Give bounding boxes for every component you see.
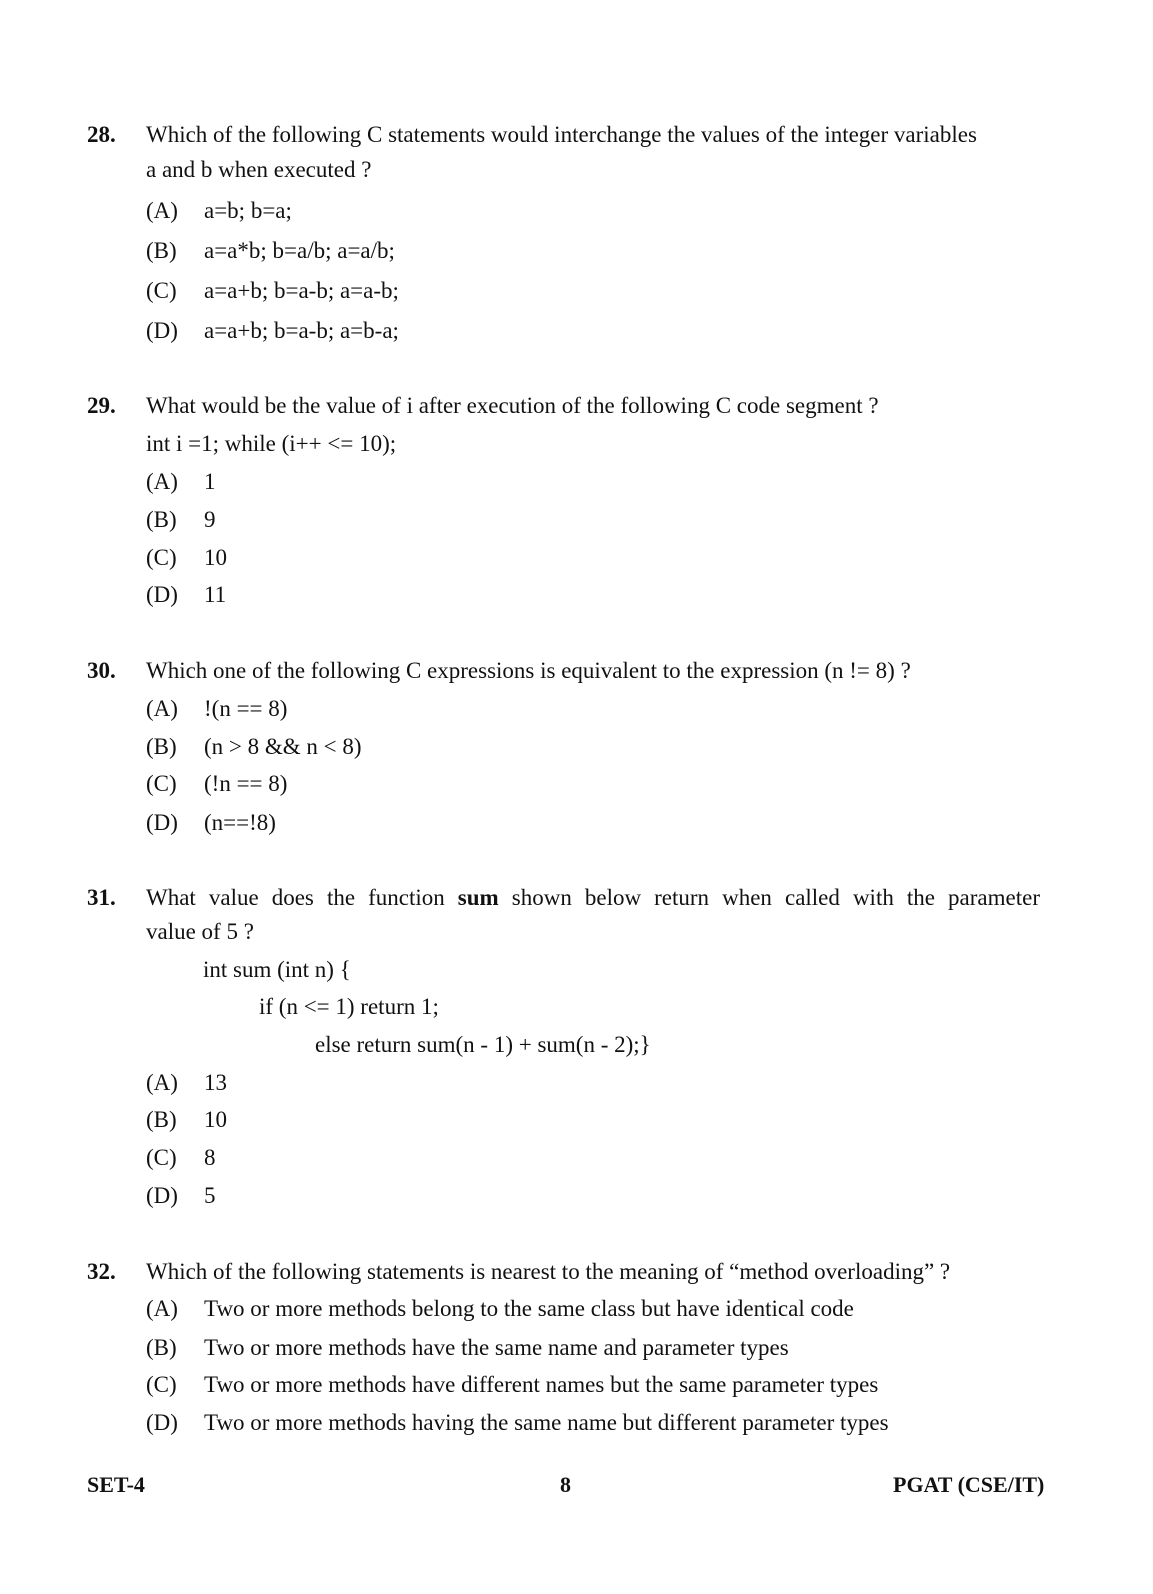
option-c — [146, 274, 399, 308]
option-b — [146, 1331, 789, 1365]
footer-set-code: SET-4 — [87, 1472, 145, 1497]
option-text: (!n == 8) — [204, 771, 288, 796]
option-label: (C) — [146, 278, 177, 303]
option-d — [146, 806, 276, 840]
question-text-line1 — [146, 881, 1040, 915]
option-text: a=a+b; b=a-b; a=b-a; — [204, 318, 399, 343]
question-text-line2: value of 5 ? — [146, 919, 254, 944]
option-b — [146, 1103, 227, 1137]
question-text-line1: Which of the following C statements would interchange the values of the integer variables — [146, 122, 977, 147]
option-text: 13 — [204, 1070, 227, 1095]
question-text-line2: a and b when executed ? — [146, 157, 372, 182]
option-a — [146, 465, 216, 499]
option-text: (n > 8 && n < 8) — [204, 734, 362, 759]
code-line-2: if (n <= 1) return 1; — [259, 994, 439, 1019]
option-text: a=a+b; b=a-b; a=a-b; — [204, 278, 399, 303]
footer-page-number: 8 — [560, 1472, 571, 1497]
option-label: (B) — [146, 1335, 177, 1360]
code-line: int i =1; while (i++ <= 10); — [146, 431, 397, 456]
option-text: 10 — [204, 1107, 227, 1132]
option-text: Two or more methods have the same name and parameter types — [204, 1335, 789, 1360]
option-label: (C) — [146, 1145, 177, 1170]
option-label: (C) — [146, 1372, 177, 1397]
option-b — [146, 234, 395, 268]
function-name: sum — [457, 885, 499, 910]
option-label: (D) — [146, 1183, 178, 1208]
option-text: !(n == 8) — [204, 696, 288, 721]
option-c — [146, 767, 287, 801]
option-label: (B) — [146, 734, 177, 759]
option-d — [146, 1406, 889, 1440]
option-b — [146, 503, 216, 537]
option-text: Two or more methods have different names but the same parameter types — [204, 1372, 879, 1397]
option-a — [146, 194, 292, 228]
option-label: (A) — [146, 1070, 178, 1095]
option-label: (D) — [146, 810, 178, 835]
option-text: a=a*b; b=a/b; a=a/b; — [204, 238, 395, 263]
option-text: 1 — [204, 469, 216, 494]
question-number: 28. — [87, 122, 116, 147]
option-c — [146, 1141, 216, 1175]
question-number: 30. — [87, 658, 116, 683]
option-d — [146, 314, 399, 348]
option-label: (C) — [146, 545, 177, 570]
option-text: a=b; b=a; — [204, 198, 292, 223]
question-number: 31. — [87, 885, 116, 910]
option-a — [146, 1292, 854, 1326]
question-text-line1: Which one of the following C expressions is equivalent to the expression (n != 8) ? — [146, 658, 911, 683]
question-number: 29. — [87, 393, 116, 418]
option-a — [146, 1066, 227, 1100]
question-text-pre: What value does the function — [146, 885, 458, 910]
option-text: Two or more methods having the same name but different parameter types — [204, 1410, 889, 1435]
question-text-line1: Which of the following statements is nearest to the meaning of “method overloading” ? — [146, 1259, 951, 1284]
option-text: 10 — [204, 545, 227, 570]
option-label: (D) — [146, 1410, 178, 1435]
code-line-3: else return sum(n - 1) + sum(n - 2);} — [315, 1032, 651, 1057]
option-d — [146, 578, 226, 612]
code-line-1: int sum (int n) { — [203, 957, 351, 982]
option-d — [146, 1179, 216, 1213]
option-label: (A) — [146, 1296, 178, 1321]
option-label: (D) — [146, 582, 178, 607]
option-label: (C) — [146, 771, 177, 796]
question-text-line1: What would be the value of i after execution of the following C code segment ? — [146, 393, 879, 418]
option-text: 9 — [204, 507, 216, 532]
footer-exam-name: PGAT (CSE/IT) — [893, 1472, 1045, 1497]
option-c — [146, 1368, 878, 1402]
option-label: (B) — [146, 238, 177, 263]
option-label: (B) — [146, 1107, 177, 1132]
option-b — [146, 730, 362, 764]
option-label: (A) — [146, 696, 178, 721]
option-text: 11 — [204, 582, 227, 607]
option-label: (D) — [146, 318, 178, 343]
option-text: 5 — [204, 1183, 216, 1208]
option-a — [146, 692, 287, 726]
option-label: (B) — [146, 507, 177, 532]
option-text: 8 — [204, 1145, 216, 1170]
option-label: (A) — [146, 198, 178, 223]
option-text: (n==!8) — [204, 810, 276, 835]
option-text: Two or more methods belong to the same class but have identical code — [204, 1296, 854, 1321]
option-c — [146, 541, 227, 575]
question-text-post: shown below return when called with the parameter — [498, 885, 1040, 910]
option-label: (A) — [146, 469, 178, 494]
question-number: 32. — [87, 1259, 116, 1284]
